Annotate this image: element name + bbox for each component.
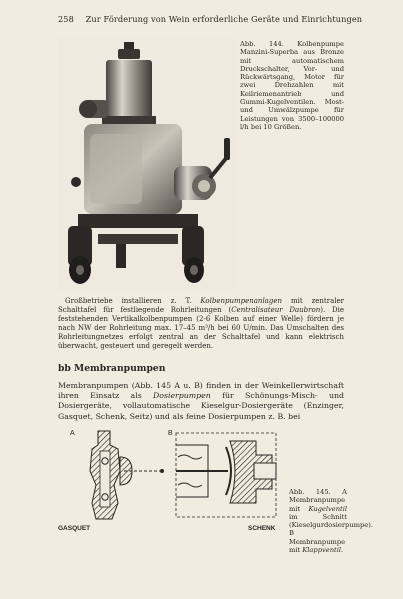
label-gasquet: GASQUET — [58, 525, 91, 532]
page-number: 258 — [58, 14, 74, 24]
pump-photo — [58, 38, 236, 290]
running-head-title: Zur Förderung von Wein erforderliche Geräte und Einrichtungen — [85, 14, 363, 24]
running-head — [58, 14, 362, 24]
figure-144-caption: Abb. 144. Kolbenpumpe Manzini-Superba aus Bronze mit automatischem Druckschalter, Vor- und Rückwärtsgang, Motor für zwei Drehzahlen mit Keilriemenantrieb und Gummi-Kugelventilen. Most- und Umwälzpumpe für Leistungen von 3500–100000 l/h bei 10 Größen. — [240, 40, 344, 131]
section-heading: bb Membranpumpen — [58, 363, 166, 374]
paragraph-membranpumpen: Membranpumpen (Abb. 145 A u. B) finden in der Weinkellerwirtschaft ihren Einsatz als Dosierpumpen für Schönungs-Misch- und Dosiergeräte, vollautomatische Kieselgur-Dosiergeräte (Enzinger, Gasquet, Schenk, Seitz) und als feine Dosierpumpen z. B. bei — [58, 381, 344, 421]
membrane-pump-diagram — [58, 427, 290, 532]
label-b: B — [168, 430, 173, 437]
label-schenk: SCHENK — [248, 525, 276, 532]
label-a: A — [70, 430, 75, 437]
paragraph-kolbenpumpenanlagen: Großbetriebe installieren z. T. Kolbenpumpenanlagen mit zentraler Schalttafel für festliegende Rohrleitungen (Centralisateur Daubron). Die feststehenden Vertikalkolbenpumpen (2-6 Kolben auf einer Welle) fördern je nach NW der Rohrleitung max. 17–45 m³/h bei 60 U/min. Das Umschalten des Rohrleitungnetzes erfolgt zentral an der Schalttafel und kann elektrisch überwacht, gesteuert und geregelt werden. — [58, 297, 344, 350]
figure-145-caption: Abb. 145. A Membranpumpe mit Kugelventil im Schnitt (Kieselgurdosierpumpe). B Membranpumpe mit Klappventil. — [289, 488, 373, 555]
